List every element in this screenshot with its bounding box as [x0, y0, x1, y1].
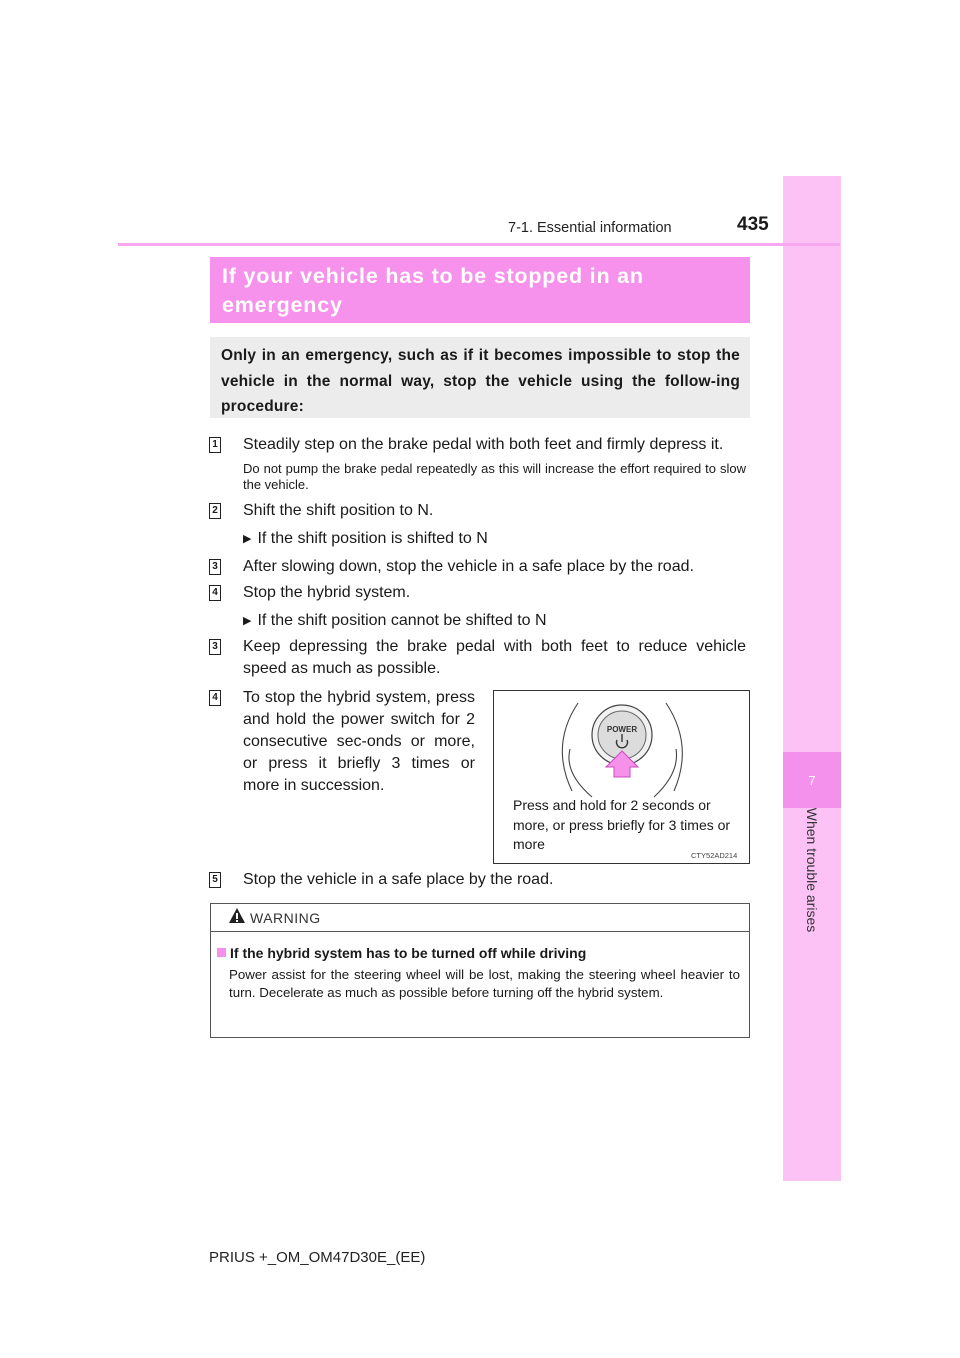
page-number: 435 [737, 214, 769, 235]
step-badge: 2 [209, 503, 221, 519]
header-rule [118, 243, 840, 246]
step-badge: 3 [209, 559, 221, 575]
step-text: Steadily step on the brake pedal with both feet and firmly depress it. [243, 436, 724, 453]
warning-triangle-icon [228, 907, 246, 924]
condition-heading [243, 528, 748, 550]
chapter-label: When trouble arises [804, 807, 820, 933]
condition-text: If the shift position is shifted to N [257, 530, 488, 547]
warning-body: Power assist for the steering wheel will be lost, making the steering wheel heavier to turn. Decelerate as much as possible before turning off the hybrid system. [229, 967, 740, 1000]
step-text: Stop the vehicle in a safe place by the road. [243, 871, 554, 888]
arc-left-inner [569, 749, 592, 797]
step-badge: 5 [209, 872, 221, 888]
power-button-label: POWER [606, 725, 638, 734]
triangle-right-icon: ▶ [243, 615, 252, 627]
chapter-side-tab [783, 176, 841, 1181]
square-bullet-icon [217, 948, 226, 957]
step-text: Keep depressing the brake pedal with both feet to reduce vehicle speed as much as possible. [243, 638, 746, 677]
condition-heading [243, 610, 748, 632]
step-text: Shift the shift position to N. [243, 502, 434, 519]
chapter-number: 7 [783, 752, 841, 808]
figure-caption: Press and hold for 2 seconds or more, or press briefly for 3 times or more [513, 797, 731, 852]
page-title: If your vehicle has to be stopped in an emergency [210, 257, 750, 323]
warning-heading-text: If the hybrid system has to be turned off while driving [230, 945, 587, 961]
intro-box: Only in an emergency, such as if it becomes impossible to stop the vehicle in the normal way, stop the vehicle using the follow-ing procedure: [210, 337, 750, 418]
step-badge: 4 [209, 585, 221, 601]
step-note: Do not pump the brake pedal repeatedly as this will increase the effort required to slow the vehicle. [243, 461, 746, 492]
triangle-right-icon: ▶ [243, 533, 252, 545]
step-badge: 1 [209, 437, 221, 453]
section-title: 7-1. Essential information [508, 220, 672, 236]
condition-text: If the shift position cannot be shifted to N [257, 612, 547, 629]
step-badge: 4 [209, 690, 221, 706]
arc-right-outer [666, 703, 682, 791]
document-id: PRIUS +_OM_OM47D30E_(EE) [209, 1249, 426, 1266]
step-badge: 3 [209, 639, 221, 655]
figure-code: CTY52AD214 [691, 851, 738, 860]
warning-label: WARNING [250, 910, 321, 926]
step-text: After slowing down, stop the vehicle in a safe place by the road. [243, 558, 694, 575]
step-text: Stop the hybrid system. [243, 584, 411, 601]
warning-heading [217, 945, 586, 961]
step-text: To stop the hybrid system, press and hold the power switch for 2 consecutive sec-onds or more, or press it briefly 3 times or more in succession. [243, 689, 475, 794]
arc-right-inner [654, 749, 677, 797]
